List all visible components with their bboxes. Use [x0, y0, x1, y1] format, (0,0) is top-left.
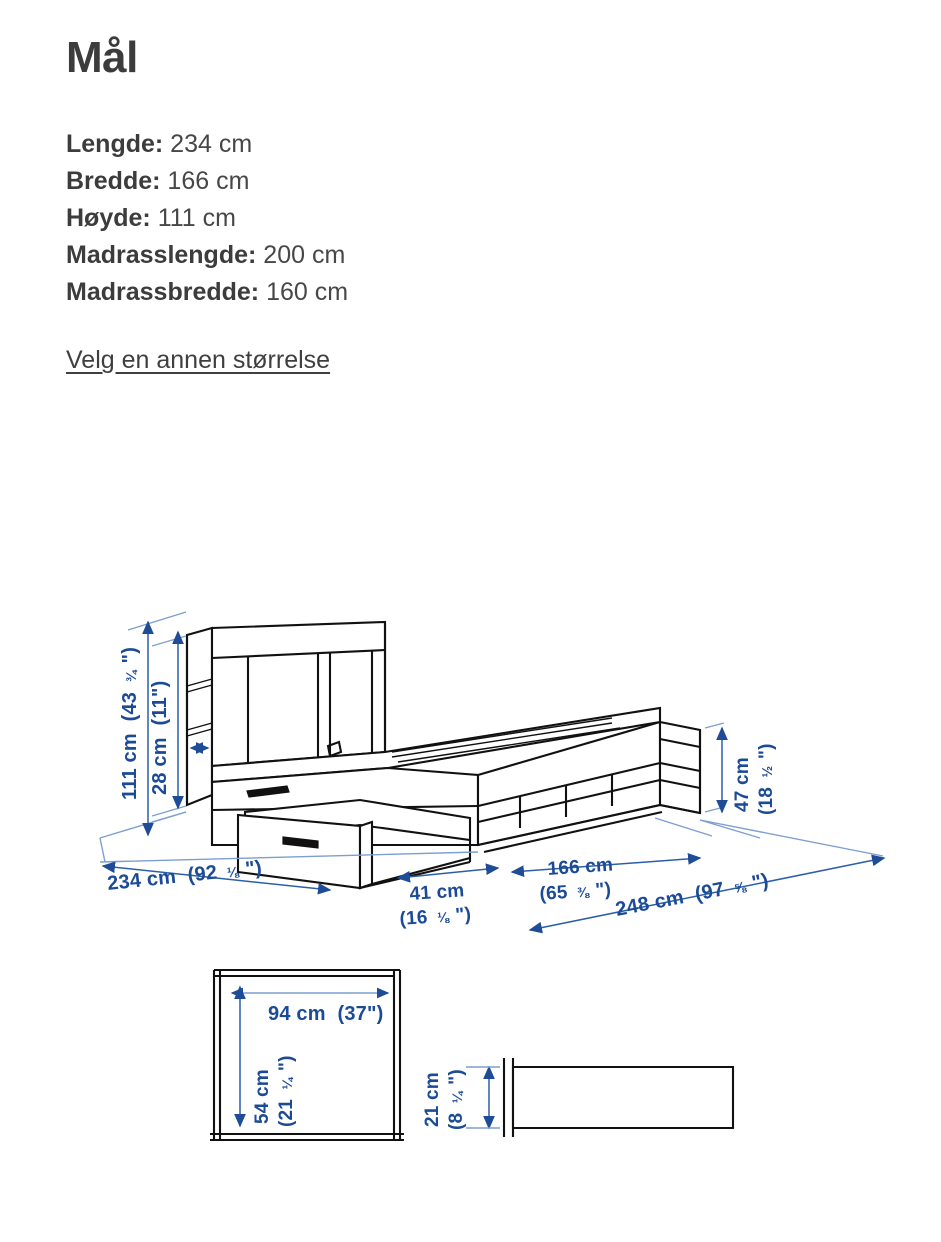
spec-value-hoyde: 111 cm — [157, 204, 236, 233]
svg-text:234 cm (92 — [106, 857, 263, 895]
svg-text:(16 ⅛ — [399, 904, 472, 930]
svg-text:248 cm (97 — [614, 870, 771, 921]
spec-value-bredde: 166 cm — [167, 167, 250, 196]
svg-text:111 cm (43 — [119, 647, 141, 800]
dim-248cm-inch-close: ") — [749, 869, 771, 895]
spec-row-madrasslengde — [66, 237, 626, 274]
dim-21cm-inch-close: ") — [446, 1069, 467, 1085]
bed-foot-drawer-open — [660, 722, 700, 813]
spec-label-lengde: Lengde: — [66, 130, 164, 159]
svg-text:54 cm — [252, 1069, 273, 1124]
dim-94cm-inch: (37") — [337, 1003, 384, 1025]
headboard-panel — [212, 622, 385, 766]
drawer-top-view — [210, 970, 404, 1140]
headboard-side-shelf — [187, 628, 212, 805]
dim-111cm-inch-frac: ¾ — [123, 670, 139, 683]
dim-21cm-inch-frac: ¼ — [449, 1091, 465, 1104]
dim-41cm-inch-whole: (16 — [398, 907, 429, 930]
dim-54cm-inch-close: ") — [276, 1055, 297, 1072]
spec-value-lengde: 234 cm — [170, 130, 253, 159]
drawer-detail-drawings — [210, 970, 733, 1140]
dim-234cm-value: 234 cm — [106, 865, 178, 895]
dim-111cm-value: 111 cm — [119, 733, 141, 800]
svg-text:(8 ¼ " — [446, 1069, 467, 1130]
dim-54cm-value: 54 cm — [252, 1069, 273, 1124]
dimensions-list — [66, 126, 626, 311]
dim-54cm-inch-frac: ¼ — [279, 1077, 295, 1090]
svg-text:(18 ½ — [756, 743, 777, 815]
dim-111cm-inch-whole: (43 — [119, 691, 141, 722]
dimension-drawer-width — [232, 993, 388, 1025]
spec-row-hoyde — [66, 200, 626, 237]
dim-28cm-value: 28 cm — [149, 737, 171, 795]
page-title: Mål — [66, 33, 138, 82]
svg-text:(21 ¼ — [276, 1055, 297, 1127]
technical-drawing-area — [0, 600, 941, 1200]
dim-47cm-value: 47 cm — [732, 757, 753, 812]
dimension-drawer-height — [422, 1067, 500, 1130]
dim-234cm-inch-close: ") — [244, 856, 263, 881]
spec-label-bredde: Bredde: — [66, 167, 161, 196]
spec-label-madrasslengde: Madrasslengde: — [66, 241, 257, 270]
dim-47cm-inch-frac: ½ — [759, 765, 775, 778]
dim-47cm-inch-close: ") — [756, 743, 777, 760]
bed-perspective-drawing — [100, 612, 884, 930]
dimension-drawer-extension — [398, 868, 498, 930]
dim-234cm-inch-whole: (92 — [186, 861, 219, 887]
svg-text:47 cm — [732, 757, 753, 812]
dim-41cm-inch-frac: ⅛ — [436, 908, 450, 926]
dimension-frame-height — [722, 728, 777, 815]
dim-111cm-inch-close: ") — [119, 646, 141, 664]
svg-text:41 cm — [409, 880, 465, 905]
dim-166cm-inch-close: ") — [594, 879, 612, 902]
drawer-side-view — [504, 1058, 733, 1137]
svg-text:28 cm (11") — [149, 681, 171, 795]
dim-41cm-value: 41 cm — [408, 880, 466, 905]
spec-row-bredde — [66, 163, 626, 200]
spec-label-madrassbredde: Madrassbredde: — [66, 278, 260, 307]
dim-248cm-inch-whole: (97 — [693, 878, 727, 906]
dim-248cm-value: 248 cm — [613, 886, 686, 921]
dimensions-text-block — [66, 34, 626, 375]
dim-94cm-value: 94 cm — [268, 1003, 326, 1025]
dimension-total-height — [119, 622, 148, 835]
dim-166cm-value: 166 cm — [546, 854, 614, 880]
dim-54cm-inch-whole: (21 — [276, 1098, 297, 1127]
svg-text:(65 ⅜ — [539, 879, 612, 905]
dim-166cm-inch-whole: (65 — [538, 882, 569, 905]
dim-166cm-inch-frac: ⅜ — [576, 883, 590, 901]
dim-41cm-inch-close: ") — [454, 904, 472, 927]
spec-label-hoyde: Høyde: — [66, 204, 151, 233]
dimension-shelf-depth — [149, 632, 178, 808]
dim-234cm-inch-frac: ⅛ — [226, 863, 240, 881]
spec-value-madrassbredde: 160 cm — [266, 278, 349, 307]
spec-row-madrassbredde — [66, 274, 626, 311]
spec-row-lengde — [66, 126, 626, 163]
svg-text:21 cm — [422, 1072, 443, 1127]
dim-21cm-value: 21 cm — [422, 1072, 443, 1127]
spec-value-madrasslengde: 200 cm — [263, 241, 346, 270]
svg-text:94 cm (37") — [268, 1003, 384, 1025]
dim-28cm-inch: (11") — [149, 680, 171, 726]
svg-text:166 cm — [547, 854, 614, 880]
dim-21cm-inch-whole: (8 — [446, 1112, 467, 1130]
choose-another-size-link[interactable]: Velg en annen størrelse — [66, 346, 331, 375]
dim-248cm-inch-frac: ⅝ — [732, 878, 748, 897]
dim-47cm-inch-whole: (18 — [756, 786, 777, 815]
